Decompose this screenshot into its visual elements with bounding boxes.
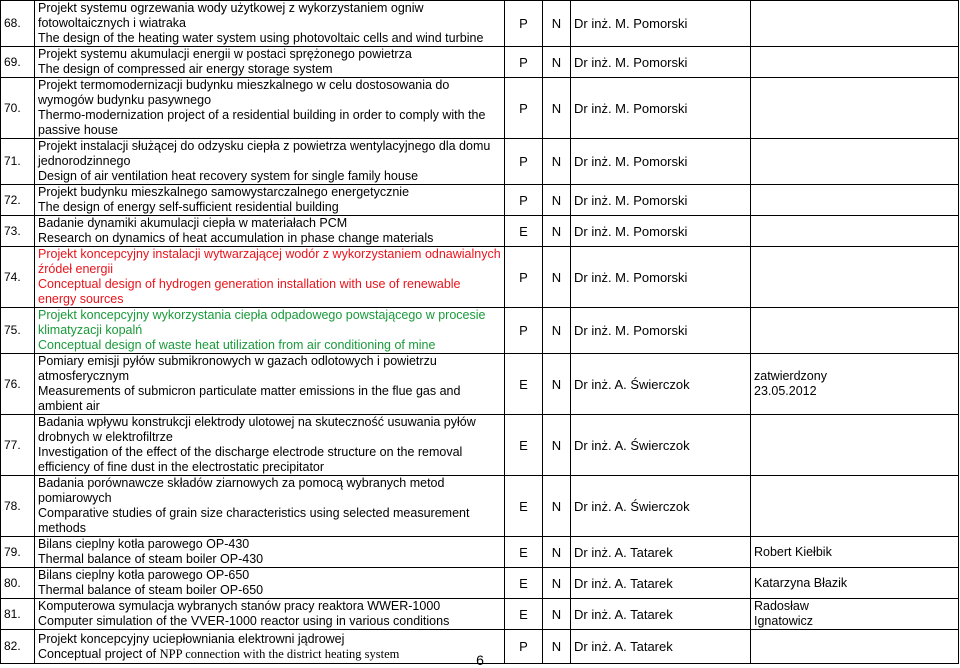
title-polish-line: jednorodzinnego (38, 154, 131, 168)
title-english-line: Computer simulation of the VVER-1000 reactor using in various conditions (38, 614, 450, 628)
topic-language: N (543, 354, 571, 415)
topic-title (35, 476, 505, 537)
topic-student (751, 415, 959, 476)
topic-number: 70. (1, 78, 35, 139)
title-english-line: Research on dynamics of heat accumulation in phase change materials (38, 231, 434, 245)
topic-student (751, 139, 959, 185)
page-number: 6 (476, 652, 484, 668)
topic-student (751, 1, 959, 47)
topic-number: 74. (1, 247, 35, 308)
topic-supervisor: Dr inż. A. Tatarek (571, 599, 751, 630)
student-line: zatwierdzony (754, 369, 827, 383)
title-polish-line: Bilans cieplny kotła parowego OP-650 (38, 568, 250, 582)
topic-title (35, 1, 505, 47)
topic-type: P (505, 139, 543, 185)
title-english-line: ambient air (38, 399, 100, 413)
topic-language: N (543, 78, 571, 139)
topic-language: N (543, 537, 571, 568)
topic-language: N (543, 308, 571, 354)
title-english-line: Thermal balance of steam boiler OP-650 (38, 583, 264, 597)
student-line: Robert Kiełbik (754, 544, 832, 559)
topic-language: N (543, 568, 571, 599)
topic-number: 81. (1, 599, 35, 630)
topic-type: E (505, 599, 543, 630)
topic-title (35, 354, 505, 415)
table-row (1, 185, 959, 216)
topic-title (35, 599, 505, 630)
topic-language: N (543, 247, 571, 308)
topic-supervisor: Dr inż. A. Tatarek (571, 537, 751, 568)
topic-title (35, 537, 505, 568)
topic-title (35, 47, 505, 78)
topic-type: P (505, 47, 543, 78)
title-polish-line: źródeł energii (38, 262, 114, 276)
topic-type: P (505, 308, 543, 354)
topic-title (35, 139, 505, 185)
topic-student (751, 247, 959, 308)
topic-supervisor: Dr inż. A. Świerczok (571, 354, 751, 415)
topic-number: 75. (1, 308, 35, 354)
table-row (1, 568, 959, 599)
topic-supervisor: Dr inż. M. Pomorski (571, 47, 751, 78)
student-line: 23.05.2012 (754, 384, 817, 398)
title-english-line: efficiency of fine dust in the electrostatic precipitator (38, 460, 325, 474)
topic-supervisor: Dr inż. M. Pomorski (571, 139, 751, 185)
table-row (1, 415, 959, 476)
title-polish-line: wymogów budynku pasywnego (38, 93, 212, 107)
topic-language: N (543, 47, 571, 78)
topic-type: E (505, 476, 543, 537)
title-polish-line: klimatyzacji kopalń (38, 323, 143, 337)
topic-number: 68. (1, 1, 35, 47)
topic-number: 79. (1, 537, 35, 568)
topic-supervisor: Dr inż. M. Pomorski (571, 247, 751, 308)
title-polish-line: Badania wpływu konstrukcji elektrody ulotowej na skuteczność usuwania pyłów (38, 415, 476, 429)
topic-number: 78. (1, 476, 35, 537)
topic-student (751, 476, 959, 537)
topic-supervisor: Dr inż. M. Pomorski (571, 216, 751, 247)
topic-supervisor: Dr inż. A. Tatarek (571, 630, 751, 664)
table-row (1, 599, 959, 630)
table-row (1, 1, 959, 47)
topic-supervisor: Dr inż. M. Pomorski (571, 185, 751, 216)
title-polish-line: Projekt systemu akumulacji energii w postaci sprężonego powietrza (38, 47, 412, 61)
table-row (1, 354, 959, 415)
topic-type: E (505, 216, 543, 247)
topic-title (35, 185, 505, 216)
title-polish-line: Projekt koncepcyjny wykorzystania ciepła odpadowego powstającego w procesie (38, 308, 486, 322)
title-polish-line: Projekt koncepcyjny instalacji wytwarzającej wodór z wykorzystaniem odnawialnych (38, 247, 501, 261)
title-english-line: Thermo-modernization project of a residential building in order to comply with the (38, 108, 486, 122)
topic-student (751, 78, 959, 139)
topic-student (751, 599, 959, 630)
topic-number: 80. (1, 568, 35, 599)
title-english-line: The design of energy self-sufficient residential building (38, 200, 339, 214)
title-polish-line: Bilans cieplny kotła parowego OP-430 (38, 537, 250, 551)
topic-language: N (543, 476, 571, 537)
title-polish-line: drobnych w elektrofiltrze (38, 430, 173, 444)
table-row (1, 139, 959, 185)
table-row (1, 216, 959, 247)
topic-student (751, 47, 959, 78)
topic-title (35, 415, 505, 476)
title-english-line: The design of the heating water system using photovoltaic cells and wind turbine (38, 31, 484, 45)
table-row (1, 476, 959, 537)
title-polish-line: atmosferycznym (38, 369, 129, 383)
topic-type: P (505, 185, 543, 216)
title-english-line: energy sources (38, 292, 124, 306)
topic-type: E (505, 415, 543, 476)
topic-supervisor: Dr inż. A. Świerczok (571, 415, 751, 476)
topic-language: N (543, 1, 571, 47)
table-row (1, 47, 959, 78)
topic-number: 69. (1, 47, 35, 78)
topic-supervisor: Dr inż. M. Pomorski (571, 1, 751, 47)
topic-type: P (505, 247, 543, 308)
topic-student (751, 185, 959, 216)
topic-title (35, 216, 505, 247)
topic-title (35, 78, 505, 139)
title-polish-line: Projekt budynku mieszkalnego samowystarczalnego energetycznie (38, 185, 410, 199)
table-row (1, 537, 959, 568)
topic-supervisor: Dr inż. A. Świerczok (571, 476, 751, 537)
topic-number: 72. (1, 185, 35, 216)
topic-number: 82. (1, 630, 35, 664)
topic-type: E (505, 354, 543, 415)
topic-student (751, 568, 959, 599)
title-english-line: The design of compressed air energy storage system (38, 62, 333, 76)
title-english-line: methods (38, 521, 86, 535)
title-polish-line: Komputerowa symulacja wybranych stanów pracy reaktora WWER-1000 (38, 599, 441, 613)
title-english-line: Investigation of the effect of the discharge electrode structure on the removal (38, 445, 463, 459)
topic-language: N (543, 185, 571, 216)
topic-number: 71. (1, 139, 35, 185)
topic-student (751, 354, 959, 415)
topic-language: N (543, 139, 571, 185)
topic-language: N (543, 216, 571, 247)
title-english-serif-part: NPP connection with the district heating system (159, 646, 400, 661)
topic-number: 76. (1, 354, 35, 415)
title-polish-line: fotowoltaicznych i wiatraka (38, 16, 186, 30)
title-english-line: Thermal balance of steam boiler OP-430 (38, 552, 264, 566)
topic-type: E (505, 568, 543, 599)
title-polish-line: Pomiary emisji pyłów submikronowych w gazach odlotowych i powietrzu (38, 354, 437, 368)
student-line: Katarzyna Błazik (754, 575, 848, 590)
topic-title (35, 247, 505, 308)
topic-language: N (543, 599, 571, 630)
title-polish-line: Projekt systemu ogrzewania wody użytkowej z wykorzystaniem ogniw (38, 1, 424, 15)
title-english-line: Conceptual design of waste heat utilization from air conditioning of mine (38, 338, 436, 352)
title-polish-line: Badanie dynamiki akumulacji ciepła w materiałach PCM (38, 216, 348, 230)
title-english-line: Conceptual design of hydrogen generation installation with use of renewable (38, 277, 461, 291)
title-polish-line: Projekt termomodernizacji budynku mieszkalnego w celu dostosowania do (38, 78, 450, 92)
topic-type: P (505, 630, 543, 664)
topic-title (35, 568, 505, 599)
topic-student (751, 308, 959, 354)
title-english-line: Comparative studies of grain size characteristics using selected measurement (38, 506, 470, 520)
table-body (1, 1, 959, 664)
topic-student (751, 216, 959, 247)
title-polish-line: Badania porównawcze składów ziarnowych za pomocą wybranych metod (38, 476, 445, 490)
table-row (1, 247, 959, 308)
topic-number: 77. (1, 415, 35, 476)
student-line: Radosław (754, 599, 809, 613)
title-polish-line: Projekt koncepcyjny uciepłowniania elektrowni jądrowej (38, 631, 345, 646)
title-polish-line: pomiarowych (38, 491, 112, 505)
topic-language: N (543, 415, 571, 476)
topic-type: E (505, 537, 543, 568)
title-english-line: Measurements of submicron particulate matter emissions in the flue gas and (38, 384, 461, 398)
title-english-line: Design of air ventilation heat recovery system for single family house (38, 169, 419, 183)
topic-language: N (543, 630, 571, 664)
topic-type: P (505, 78, 543, 139)
title-english-line: Conceptual project of NPP connection with the district heating system (38, 646, 400, 661)
title-english-line: passive house (38, 123, 118, 137)
title-polish-line: Projekt instalacji służącej do odzysku ciepła z powietrza wentylacyjnego dla domu (38, 139, 491, 153)
topic-supervisor: Dr inż. M. Pomorski (571, 78, 751, 139)
topic-student (751, 537, 959, 568)
topic-type: P (505, 1, 543, 47)
topic-supervisor: Dr inż. A. Tatarek (571, 568, 751, 599)
student-line: Ignatowicz (754, 614, 814, 628)
topic-number: 73. (1, 216, 35, 247)
table-row (1, 78, 959, 139)
topic-title (35, 308, 505, 354)
topic-supervisor: Dr inż. M. Pomorski (571, 308, 751, 354)
table-row (1, 308, 959, 354)
